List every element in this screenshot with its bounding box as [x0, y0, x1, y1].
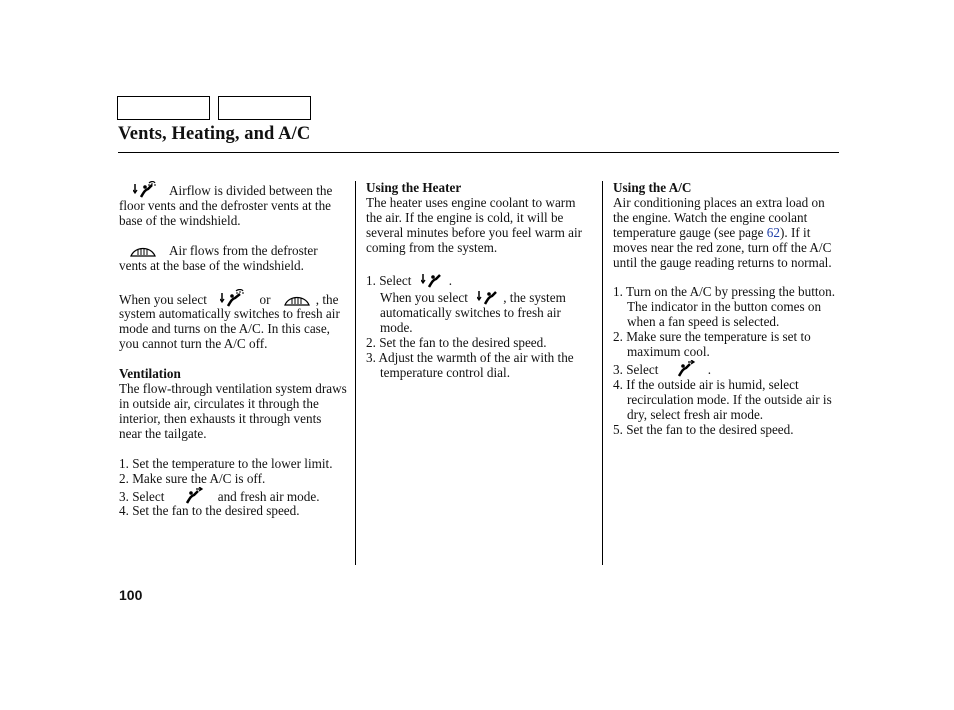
ac-step-3: 3. Select .	[613, 361, 712, 377]
page-number: 100	[119, 587, 143, 603]
heater-heading: Using the Heater	[366, 180, 462, 195]
ventilation-step-3: 3. Select and fresh air mode.	[119, 488, 320, 504]
column-divider-2	[602, 181, 603, 565]
column-1	[119, 181, 347, 519]
ac-step-2: 2. Make sure the temperature is set to maximum cool.	[613, 329, 811, 360]
column-divider-1	[355, 181, 356, 565]
column-3	[613, 181, 841, 438]
title-rule	[118, 152, 839, 153]
floor-mode-icon	[477, 288, 501, 305]
face-vent-mode-icon	[676, 360, 696, 377]
defrost-mode-icon	[284, 293, 310, 307]
page-reference-link[interactable]: 62	[766, 224, 780, 240]
ventilation-step-4: 4. Set the fan to the desired speed.	[119, 503, 300, 519]
heater-step-3: 3. Adjust the warmth of the air with the temperature control dial.	[366, 350, 574, 380]
face-vent-mode-icon	[184, 487, 204, 504]
nav-tab-box-1[interactable]	[117, 96, 210, 120]
heater-step-1: 1. Select .	[366, 272, 453, 288]
heater-step-1-note: When you select , the system automatically switches to fresh air mode.	[380, 290, 566, 336]
ventilation-step-2: 2. Make sure the A/C is off.	[119, 470, 266, 486]
defrost-paragraph: Air flows from the defroster vents at the base of the windshield.	[119, 242, 318, 273]
floor-defrost-mode-icon	[220, 289, 246, 307]
floor-defrost-mode-icon	[133, 181, 157, 198]
nav-tab-box-2[interactable]	[218, 96, 311, 120]
heater-step-2: 2. Set the fan to the desired speed.	[366, 335, 547, 351]
defrost-mode-icon	[130, 244, 156, 258]
ac-intro: Air conditioning places an extra load on the engine. Watch the engine coolant temperature gauge (see page 62). If it moves near the red zone, turn off the A/C until the gauge reading returns to normal.	[613, 194, 832, 270]
ac-step-1: 1. Turn on the A/C by pressing the button. The indicator in the button comes on when a fan speed is selected.	[613, 284, 836, 330]
ac-step-4: 4. If the outside air is humid, select recirculation mode. If the outside air is dry, select fresh air mode.	[613, 376, 832, 422]
floor-defrost-paragraph: Airflow is divided between the floor vents and the defroster vents at the base of the windshield.	[119, 183, 333, 228]
page-title: Vents, Heating, and A/C	[118, 124, 311, 144]
auto-fresh-air-paragraph: When you select or , the system automatically switches to fresh air mode and turns on the A/C. In this case, you cannot turn the A/C off.	[119, 289, 347, 353]
column-2	[366, 181, 594, 381]
heater-intro: The heater uses engine coolant to warm the air. If the engine is cold, it will be several minutes before you feel warm air coming from the system.	[366, 194, 583, 255]
floor-mode-icon	[421, 271, 445, 288]
ventilation-step-1: 1. Set the temperature to the lower limit.	[119, 455, 333, 471]
ac-heading: Using the A/C	[613, 180, 692, 195]
ventilation-heading: Ventilation	[119, 366, 181, 382]
ventilation-text: The flow-through ventilation system draws in outside air, circulates it through the interior, then exhausts it through vents near the tailgate.	[119, 381, 347, 441]
ac-step-5: 5. Set the fan to the desired speed.	[613, 421, 794, 437]
